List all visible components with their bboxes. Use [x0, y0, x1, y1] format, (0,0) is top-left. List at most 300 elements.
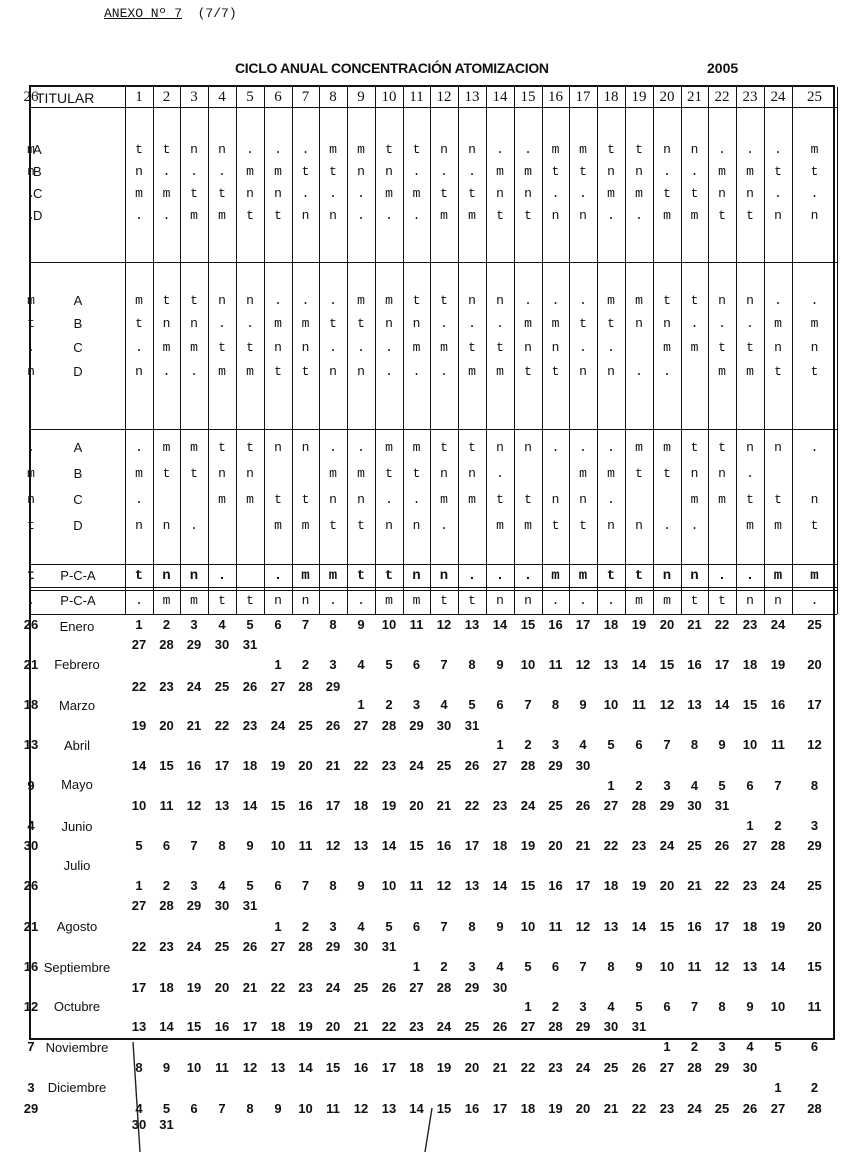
pca-mark: t: [384, 568, 394, 584]
shift-mark: t: [190, 293, 198, 308]
column-number: 13: [464, 89, 480, 105]
calendar-day: 12: [436, 878, 452, 893]
shift-mark: m: [218, 364, 226, 379]
shift-mark: m: [579, 466, 587, 481]
calendar-day: 5: [246, 617, 254, 632]
shift-mark: n: [190, 316, 198, 331]
shift-mark: .: [496, 466, 504, 481]
calendar-day: 13: [464, 878, 480, 893]
shift-mark: t: [551, 364, 560, 379]
calendar-day: 19: [186, 980, 202, 995]
calendar-day: 23: [381, 758, 397, 773]
shift-mark: m: [135, 466, 143, 481]
calendar-day: 16: [548, 878, 563, 893]
pca-mark: .: [217, 568, 227, 584]
shift-mark: .: [579, 440, 587, 455]
calendar-day: 3: [412, 697, 421, 712]
calendar-day: 8: [551, 697, 560, 712]
calendar-day: 6: [162, 838, 171, 853]
shift-mark: .: [810, 440, 819, 455]
calendar-day: 27: [770, 1101, 786, 1116]
calendar-day: 3: [810, 818, 819, 833]
shift-mark: t: [746, 208, 754, 223]
pca-mark: t: [718, 593, 726, 608]
calendar-day: 18: [23, 697, 39, 712]
calendar-day: 14: [631, 657, 647, 672]
calendar-day: 11: [548, 919, 563, 934]
shift-mark: n: [468, 142, 476, 157]
calendar-day: 1: [496, 737, 504, 752]
shift-mark: t: [246, 208, 254, 223]
shift-mark: t: [774, 364, 782, 379]
pca-mark: m: [773, 568, 783, 584]
calendar-day: 12: [325, 838, 341, 853]
shift-mark: n: [718, 293, 726, 308]
calendar-day: 21: [186, 718, 202, 733]
calendar-day: 27: [409, 980, 424, 995]
shift-mark: n: [27, 164, 35, 179]
group-row-label: A: [33, 142, 42, 157]
shift-mark: n: [524, 440, 532, 455]
shift-mark: .: [635, 208, 643, 223]
calendar-day: 9: [579, 697, 587, 712]
shift-mark: m: [218, 208, 226, 223]
shift-mark: n: [496, 293, 504, 308]
shift-mark: n: [357, 364, 365, 379]
calendar-day: 5: [135, 838, 143, 853]
calendar-day: 25: [807, 878, 822, 893]
shift-mark: n: [551, 492, 560, 507]
calendar-day: 16: [770, 697, 786, 712]
column-divider-19: [625, 87, 626, 614]
calendar-day: 28: [770, 838, 786, 853]
calendar-day: 30: [687, 798, 702, 813]
shift-mark: m: [746, 164, 754, 179]
shift-mark: t: [190, 466, 198, 481]
calendar-day: 11: [548, 657, 563, 672]
shift-mark: n: [468, 293, 476, 308]
shift-mark: m: [440, 208, 448, 223]
calendar-day: 31: [714, 798, 730, 813]
shift-mark: t: [468, 340, 476, 355]
shift-mark: m: [162, 340, 171, 355]
pca-mark: .: [27, 593, 35, 608]
calendar-day: 14: [770, 959, 786, 974]
calendar-day: 7: [774, 778, 782, 793]
shift-mark: t: [496, 340, 504, 355]
calendar-day: 11: [632, 697, 646, 712]
calendar-day: 12: [714, 959, 730, 974]
calendar-day: 23: [548, 1060, 563, 1075]
row-divider-0: [31, 107, 837, 108]
calendar-day: 8: [246, 1101, 254, 1116]
shift-mark: m: [774, 518, 782, 533]
calendar-day: 28: [298, 939, 313, 954]
pca-mark: n: [662, 568, 672, 584]
shift-mark: .: [440, 164, 448, 179]
calendar-day: 17: [492, 1101, 508, 1116]
shift-mark: .: [663, 164, 671, 179]
shift-mark: n: [135, 164, 143, 179]
calendar-day: 30: [492, 980, 508, 995]
shift-mark: .: [524, 293, 532, 308]
column-divider-5: [236, 87, 237, 614]
calendar-day: 24: [770, 617, 786, 632]
calendar-day: 24: [520, 798, 536, 813]
calendar-day: 27: [353, 718, 369, 733]
column-number: 15: [520, 89, 536, 105]
shift-mark: t: [246, 440, 254, 455]
month-label: Septiembre: [43, 960, 111, 975]
shift-mark: .: [135, 340, 143, 355]
shift-mark: .: [301, 142, 310, 157]
calendar-day: 30: [742, 1060, 758, 1075]
shift-mark: m: [385, 293, 393, 308]
pca-mark: n: [412, 568, 421, 584]
calendar-day: 23: [242, 718, 258, 733]
calendar-day: 5: [524, 959, 532, 974]
shift-mark: t: [301, 164, 310, 179]
calendar-day: 16: [353, 1060, 369, 1075]
shift-mark: m: [551, 316, 560, 331]
calendar-day: 5: [607, 737, 615, 752]
column-number: 7: [301, 89, 310, 105]
shift-mark: m: [162, 440, 171, 455]
shift-mark: m: [301, 518, 310, 533]
shift-mark: .: [635, 364, 643, 379]
shift-mark: m: [746, 364, 754, 379]
column-number: 26: [23, 89, 39, 105]
shift-mark: t: [810, 518, 819, 533]
calendar-day: 26: [381, 980, 397, 995]
calendar-day: 22: [131, 679, 147, 694]
shift-mark: n: [162, 518, 171, 533]
shift-mark: t: [810, 164, 819, 179]
shift-mark: m: [301, 316, 310, 331]
calendar-day: 7: [27, 1039, 35, 1054]
calendar-day: 1: [774, 1080, 782, 1095]
shift-mark: t: [579, 164, 587, 179]
calendar-day: 18: [742, 657, 758, 672]
calendar-day: 19: [436, 1060, 452, 1075]
calendar-day: 27: [659, 1060, 675, 1075]
pca-mark: t: [246, 593, 254, 608]
calendar-day: 17: [464, 838, 480, 853]
calendar-day: 22: [714, 617, 730, 632]
shift-mark: t: [274, 492, 282, 507]
calendar-day: 19: [770, 919, 786, 934]
shift-mark: t: [440, 440, 448, 455]
pca-mark: n: [524, 593, 532, 608]
calendar-day: 2: [774, 818, 782, 833]
calendar-day: 8: [468, 657, 476, 672]
shift-mark: n: [329, 208, 337, 223]
calendar-day: 14: [298, 1060, 313, 1075]
calendar-day: 5: [468, 697, 476, 712]
shift-mark: n: [218, 293, 226, 308]
calendar-day: 5: [385, 919, 393, 934]
calendar-day: 7: [440, 657, 448, 672]
shift-mark: .: [329, 293, 337, 308]
calendar-day: 1: [274, 919, 282, 934]
column-number: 12: [436, 89, 452, 105]
pca-mark: .: [745, 568, 755, 584]
shift-mark: .: [357, 208, 365, 223]
calendar-day: 25: [298, 718, 313, 733]
calendar-day: 8: [607, 959, 615, 974]
calendar-day: 10: [659, 959, 675, 974]
calendar-day: 20: [659, 878, 675, 893]
pca-mark: m: [663, 593, 671, 608]
calendar-day: 6: [746, 778, 754, 793]
calendar-day: 30: [603, 1019, 619, 1034]
calendar-day: 23: [742, 878, 758, 893]
shift-mark: .: [246, 142, 254, 157]
shift-mark: .: [579, 293, 587, 308]
pca-mark: .: [357, 593, 365, 608]
shift-mark: .: [329, 340, 337, 355]
calendar-day: 26: [242, 939, 258, 954]
shift-mark: n: [329, 492, 337, 507]
pca-label: P-C-A: [60, 568, 96, 583]
calendar-day: 28: [807, 1101, 822, 1116]
calendar-day: 18: [520, 1101, 536, 1116]
shift-mark: t: [690, 186, 699, 201]
calendar-day: 26: [464, 758, 480, 773]
calendar-day: 2: [385, 697, 393, 712]
calendar-day: 3: [190, 878, 198, 893]
column-divider-13: [458, 87, 459, 614]
shift-mark: .: [329, 186, 337, 201]
pca-mark: t: [690, 593, 699, 608]
pca-mark: m: [190, 593, 198, 608]
pca-mark: .: [495, 568, 505, 584]
calendar-day: 25: [214, 679, 230, 694]
calendar-day: 30: [23, 838, 39, 853]
shift-mark: t: [412, 142, 421, 157]
calendar-day: 22: [381, 1019, 397, 1034]
shift-mark: m: [718, 164, 726, 179]
calendar-day: 15: [742, 697, 758, 712]
calendar-day: 13: [214, 798, 230, 813]
calendar-day: 9: [357, 878, 365, 893]
shift-mark: t: [496, 208, 504, 223]
shift-mark: .: [412, 364, 421, 379]
calendar-day: 17: [575, 878, 591, 893]
calendar-day: 19: [770, 657, 786, 672]
calendar-day: 14: [631, 919, 647, 934]
calendar-day: 18: [159, 980, 174, 995]
calendar-day: 27: [603, 798, 619, 813]
shift-mark: .: [718, 142, 726, 157]
shift-mark: .: [190, 364, 198, 379]
shift-mark: .: [329, 440, 337, 455]
calendar-day: 14: [714, 697, 730, 712]
calendar-day: 13: [742, 959, 758, 974]
calendar-day: 10: [770, 999, 786, 1014]
shift-mark: t: [246, 340, 254, 355]
shift-mark: .: [690, 316, 699, 331]
shift-mark: m: [718, 492, 726, 507]
shift-mark: .: [607, 492, 615, 507]
calendar-day: 2: [301, 919, 310, 934]
calendar-day: 14: [492, 617, 508, 632]
calendar-day: 20: [409, 798, 424, 813]
shift-mark: m: [274, 518, 282, 533]
calendar-day: 16: [186, 758, 202, 773]
pca-mark: n: [774, 593, 782, 608]
calendar-day: 18: [353, 798, 369, 813]
column-divider-6: [264, 87, 265, 614]
shift-mark: t: [357, 316, 365, 331]
calendar-day: 15: [659, 657, 675, 672]
shift-mark: t: [551, 164, 560, 179]
calendar-day: 30: [575, 758, 591, 773]
calendar-day: 7: [524, 697, 532, 712]
calendar-day: 29: [325, 939, 341, 954]
shift-mark: n: [774, 340, 782, 355]
calendar-day: 8: [468, 919, 476, 934]
calendar-day: 12: [575, 919, 591, 934]
calendar-day: 10: [131, 798, 147, 813]
calendar-day: 17: [325, 798, 341, 813]
shift-mark: .: [468, 164, 476, 179]
calendar-day: 1: [357, 697, 365, 712]
shift-mark: .: [162, 208, 171, 223]
calendar-day: 28: [381, 718, 397, 733]
calendar-day: 2: [440, 959, 448, 974]
column-number: 3: [190, 89, 198, 105]
calendar-day: 4: [135, 1101, 143, 1116]
shift-mark: t: [329, 164, 337, 179]
calendar-day: 10: [270, 838, 286, 853]
calendar-day: 26: [742, 1101, 758, 1116]
group-row-label: D: [33, 208, 43, 223]
calendar-day: 16: [436, 838, 452, 853]
calendar-day: 25: [687, 838, 702, 853]
calendar-day: 4: [27, 818, 35, 833]
calendar-day: 15: [159, 758, 174, 773]
calendar-day: 11: [409, 878, 424, 893]
shift-mark: .: [274, 142, 282, 157]
shift-mark: .: [496, 142, 504, 157]
calendar-day: 1: [524, 999, 532, 1014]
pca-mark: n: [690, 568, 699, 584]
calendar-day: 26: [575, 798, 591, 813]
pca-mark: .: [523, 568, 533, 584]
calendar-day: 23: [159, 939, 174, 954]
shift-mark: n: [246, 293, 254, 308]
calendar-day: 4: [690, 778, 699, 793]
shift-mark: n: [246, 186, 254, 201]
calendar-day: 12: [659, 697, 675, 712]
pca-mark: .: [329, 593, 337, 608]
shift-mark: m: [579, 142, 587, 157]
pca-mark: n: [439, 568, 449, 584]
calendar-day: 23: [631, 838, 647, 853]
calendar-day: 19: [548, 1101, 563, 1116]
calendar-day: 12: [436, 617, 452, 632]
calendar-day: 15: [325, 1060, 341, 1075]
shift-mark: m: [774, 316, 782, 331]
calendar-day: 23: [298, 980, 313, 995]
calendar-day: 14: [409, 1101, 424, 1116]
shift-mark: m: [246, 364, 254, 379]
column-number: 8: [329, 89, 337, 105]
calendar-day: 8: [218, 838, 226, 853]
shift-mark: t: [274, 364, 282, 379]
group-row-label: B: [73, 466, 83, 481]
shift-mark: .: [607, 440, 615, 455]
shift-mark: .: [412, 164, 421, 179]
shift-mark: n: [274, 186, 282, 201]
shift-mark: t: [607, 142, 615, 157]
calendar-day: 22: [631, 1101, 647, 1116]
column-number: 22: [714, 89, 730, 105]
calendar-day: 7: [690, 999, 699, 1014]
calendar-day: 16: [298, 798, 313, 813]
calendar-day: 15: [659, 919, 675, 934]
calendar-day: 29: [464, 980, 480, 995]
shift-mark: n: [635, 164, 643, 179]
row-divider-5: [31, 614, 837, 615]
calendar-day: 14: [242, 798, 258, 813]
shift-mark: n: [663, 142, 671, 157]
calendar-day: 11: [326, 1101, 340, 1116]
shift-mark: t: [27, 316, 35, 331]
shift-mark: .: [468, 316, 476, 331]
calendar-day: 5: [774, 1039, 782, 1054]
calendar-day: 24: [186, 679, 202, 694]
calendar-day: 22: [520, 1060, 536, 1075]
shift-mark: .: [746, 316, 754, 331]
shift-mark: m: [635, 440, 643, 455]
shift-mark: n: [718, 186, 726, 201]
shift-mark: m: [468, 364, 476, 379]
shift-mark: n: [440, 466, 448, 481]
calendar-day: 16: [464, 1101, 480, 1116]
shift-mark: t: [579, 316, 587, 331]
calendar-day: 19: [131, 718, 147, 733]
shift-mark: n: [301, 208, 310, 223]
calendar-day: 17: [214, 758, 230, 773]
shift-mark: t: [301, 492, 310, 507]
shift-mark: n: [27, 492, 35, 507]
shift-mark: .: [190, 164, 198, 179]
calendar-day: 22: [464, 798, 480, 813]
calendar-day: 23: [742, 617, 758, 632]
shift-mark: n: [690, 142, 699, 157]
pca-mark: .: [607, 593, 615, 608]
shift-mark: n: [440, 142, 448, 157]
shift-mark: m: [440, 492, 448, 507]
shift-mark: m: [468, 492, 476, 507]
calendar-day: 9: [27, 778, 35, 793]
calendar-day: 19: [520, 838, 536, 853]
shift-mark: t: [162, 466, 171, 481]
shift-mark: .: [385, 364, 393, 379]
pca-mark: .: [717, 568, 727, 584]
calendar-day: 3: [579, 999, 587, 1014]
shift-mark: t: [385, 466, 393, 481]
calendar-day: 20: [575, 1101, 591, 1116]
shift-mark: .: [357, 440, 365, 455]
calendar-day: 17: [714, 657, 730, 672]
calendar-day: 25: [214, 939, 230, 954]
calendar-day: 21: [687, 617, 702, 632]
shift-mark: t: [496, 492, 504, 507]
shift-mark: m: [524, 164, 532, 179]
